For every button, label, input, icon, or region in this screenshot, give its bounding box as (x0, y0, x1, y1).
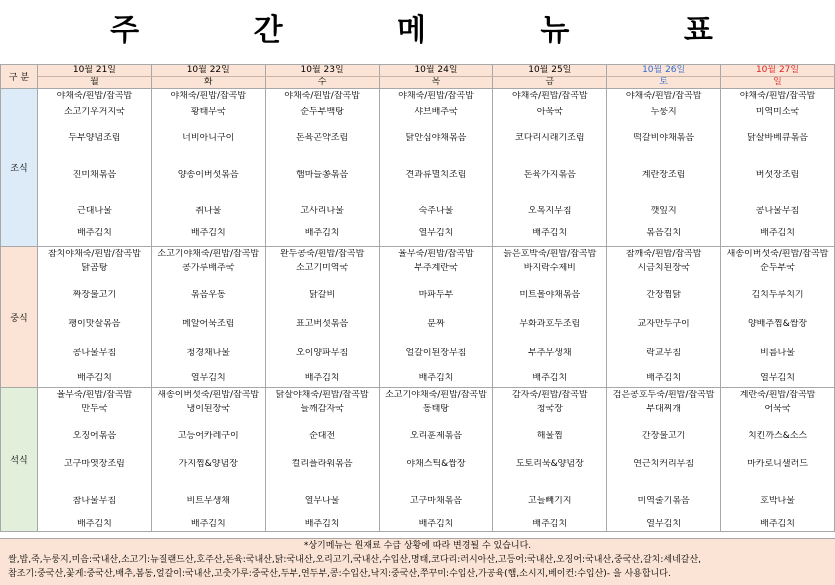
menu-cell (151, 247, 265, 388)
menu-item: 배추김치 (532, 373, 568, 383)
menu-item: 미역미소국 (755, 107, 800, 117)
menu-item: 오이양파무침 (296, 348, 349, 358)
menu-item: 무화과호두조림 (519, 319, 581, 329)
menu-cell (493, 89, 607, 247)
menu-item: 배추김치 (190, 228, 226, 238)
menu-item: 가지찜&양념장 (178, 459, 238, 469)
menu-item: 참나물무침 (72, 496, 117, 506)
menu-item: 순두부백탕 (300, 107, 344, 117)
menu-item: 소고기미역국 (296, 263, 349, 273)
menu-cell (38, 247, 152, 388)
menu-item: 두부양념조림 (68, 133, 121, 143)
menu-cell (607, 388, 721, 532)
menu-item: 볶음우동 (190, 290, 226, 300)
menu-item: 볶음김치 (646, 228, 682, 238)
menu-item: 교자만두구이 (637, 319, 690, 329)
date-header: 10월 24일 (379, 65, 493, 77)
menu-item: 냉이된장국 (186, 404, 230, 414)
menu-item: 야채죽/흰밥/잡곡밥 (739, 91, 816, 101)
menu-cell (265, 89, 379, 247)
menu-item: 닭곰탕 (81, 263, 108, 273)
menu-item: 완두콩죽/흰밥/잡곡밥 (279, 249, 365, 259)
menu-item: 계란죽/흰밥/잡곡밥 (739, 390, 816, 400)
menu-item: 배추김치 (190, 519, 226, 529)
menu-item: 열무김치 (760, 373, 795, 383)
weekly-menu-table (0, 64, 835, 532)
menu-item: 마파두부 (418, 290, 454, 300)
date-header: 10월 26일 (607, 65, 721, 77)
menu-cell (265, 388, 379, 532)
menu-item: 도토리묵&양념장 (515, 459, 584, 469)
menu-item: 부추계란국 (414, 263, 458, 273)
menu-item: 황태무국 (190, 107, 226, 117)
date-header: 10월 23일 (265, 65, 379, 77)
menu-item: 고구마채볶음 (409, 496, 463, 506)
menu-item: 참치야채죽/흰밥/잡곡밥 (47, 249, 141, 259)
menu-item: 락교무침 (646, 348, 682, 358)
menu-item: 감자죽/흰밥/잡곡밥 (511, 390, 588, 400)
menu-item: 진미채볶음 (72, 170, 117, 180)
menu-item: 버섯장조림 (755, 170, 800, 180)
menu-item: 배추김치 (532, 519, 568, 529)
menu-item: 야채죽/흰밥/잡곡밥 (398, 91, 474, 101)
menu-item: 배추김치 (77, 519, 112, 529)
menu-item: 배추김치 (760, 519, 795, 529)
menu-cell (379, 247, 493, 388)
menu-item: 고구마엿장조림 (63, 459, 125, 469)
menu-item: 율무죽/흰밥/잡곡밥 (56, 390, 133, 400)
menu-item: 어묵국 (764, 404, 791, 414)
menu-item: 배추김치 (418, 373, 454, 383)
meal-label-breakfast: 조식 (1, 89, 38, 247)
menu-item: 참깨죽/흰밥/잡곡밥 (625, 249, 702, 259)
menu-cell (721, 388, 835, 532)
menu-item: 비트무생채 (186, 496, 230, 506)
menu-item: 치킨까스&소스 (747, 431, 808, 441)
menu-item: 떡갈비야채볶음 (633, 133, 695, 143)
menu-item: 얼갈이된장무침 (405, 348, 467, 358)
menu-item: 미트볼야채볶음 (519, 290, 581, 300)
menu-item: 돈육가지볶음 (523, 170, 576, 180)
menu-item: 콩나물무침 (755, 206, 800, 216)
menu-item: 율무죽/흰밥/잡곡밥 (398, 249, 474, 259)
menu-item: 오리훈제볶음 (409, 431, 463, 441)
menu-item: 양송이버섯볶음 (177, 170, 239, 180)
menu-item: 배추김치 (304, 373, 340, 383)
menu-cell (721, 89, 835, 247)
menu-cell (379, 388, 493, 532)
menu-cell (493, 247, 607, 388)
menu-item: 분짜 (427, 319, 445, 329)
menu-item: 견과류멸치조림 (405, 170, 467, 180)
day-header: 목 (379, 77, 493, 89)
menu-item: 배추김치 (532, 228, 568, 238)
menu-item: 배추김치 (760, 228, 795, 238)
menu-item: 배추김치 (418, 519, 454, 529)
menu-cell (151, 388, 265, 532)
day-header: 수 (265, 77, 379, 89)
menu-cell (493, 388, 607, 532)
menu-item: 깻잎지 (650, 206, 677, 216)
meal-label-dinner: 석식 (1, 388, 38, 532)
menu-item: 고들빼기지 (528, 496, 572, 506)
menu-item: 계란장조림 (641, 170, 686, 180)
day-header: 월 (38, 77, 152, 89)
menu-item: 소고기우거지국 (63, 107, 125, 117)
menu-item: 아욱국 (536, 107, 563, 117)
menu-item: 취나물 (195, 206, 222, 216)
menu-item: 호박나물 (760, 496, 795, 506)
menu-item: 부추무생채 (528, 348, 572, 358)
menu-item: 간장불고기 (641, 431, 686, 441)
menu-item: 야채죽/흰밥/잡곡밥 (170, 91, 247, 101)
menu-cell (607, 247, 721, 388)
menu-item: 시금치된장국 (637, 263, 690, 273)
menu-item: 마카로니샐러드 (747, 459, 808, 469)
menu-item: 야채죽/흰밥/잡곡밥 (284, 91, 360, 101)
menu-item: 열무나물 (304, 496, 340, 506)
menu-item: 김치두루치기 (751, 290, 804, 300)
day-header: 일 (721, 77, 835, 89)
menu-item: 컬리플라워볶음 (291, 459, 353, 469)
menu-item: 짜장불고기 (72, 290, 117, 300)
menu-item: 순대전 (309, 431, 336, 441)
menu-item: 열무김치 (646, 519, 682, 529)
menu-item: 햄마늘쫑볶음 (296, 170, 349, 180)
menu-item: 청경채나물 (186, 348, 230, 358)
menu-item: 닭살야채죽/흰밥/잡곡밥 (275, 390, 369, 400)
menu-item: 배추김치 (77, 373, 112, 383)
menu-item: 해물찜 (536, 431, 563, 441)
note-disclaimer: *상기메뉴는 원재료 수급 상황에 따라 변경될 수 있습니다. (303, 541, 532, 551)
menu-item: 오징어볶음 (72, 431, 117, 441)
menu-item: 비름나물 (760, 348, 795, 358)
menu-cell (38, 388, 152, 532)
menu-item: 고사리나물 (300, 206, 344, 216)
menu-item: 연근치커리무침 (633, 459, 695, 469)
menu-item: 코다리시래기조림 (515, 133, 585, 143)
menu-item: 배추김치 (646, 373, 682, 383)
menu-item: 열무김치 (418, 228, 454, 238)
menu-item: 고등어카레구이 (177, 431, 239, 441)
menu-item: 팽이맛살볶음 (68, 319, 121, 329)
page-title: 주 간 메 뉴 표 (110, 13, 765, 48)
menu-item: 열무김치 (190, 373, 226, 383)
date-header: 10월 21일 (38, 65, 152, 77)
menu-item: 바지락수제비 (523, 263, 576, 273)
menu-item: 메알어묵조림 (182, 319, 235, 329)
menu-item: 야채스틱&쌈장 (406, 459, 466, 469)
day-header: 금 (493, 77, 607, 89)
meal-label-lunch: 중식 (1, 247, 38, 388)
menu-item: 콩가루배추국 (182, 263, 235, 273)
date-header: 10월 25일 (493, 65, 607, 77)
menu-cell (721, 247, 835, 388)
menu-item: 샤브배추국 (414, 107, 458, 117)
menu-item: 청국장 (536, 404, 563, 414)
menu-item: 양배추찜&쌈장 (747, 319, 808, 329)
menu-cell (265, 247, 379, 388)
menu-item: 닭갈비 (309, 290, 336, 300)
menu-cell (379, 89, 493, 247)
menu-item: 오복지무침 (528, 206, 572, 216)
day-header: 화 (151, 77, 265, 89)
day-header: 토 (607, 77, 721, 89)
note-origin-line2: 참조기:중국산,꽃게:중국산,배추,봄동,얼갈이:국내산,고춧가루:중국산,두부,연두부,콩:수입산,낙지:중국산,쭈꾸미:수입산,가공육(햄,소시지,베이컨:수입산)- 을 사용합니다. (8, 569, 671, 579)
menu-item: 돈육곤약조림 (296, 133, 349, 143)
menu-cell (38, 89, 152, 247)
menu-item: 새송이버섯죽/흰밥/잡곡밥 (726, 249, 829, 259)
menu-item: 새송이버섯죽/흰밥/잡곡밥 (157, 390, 260, 400)
note-origin-line1: 쌀,밥,죽,누룽지,미음:국내산,소고기:뉴질랜드산,호주산,돈육:국내산,닭:국내산,오리고기,국내산,수입산,명태,코다리:러시아산,고등어:국내산,오징어:국내산,중국산,갈치:세네갈산, (8, 555, 702, 565)
menu-item: 소고기야채죽/흰밥/잡곡밥 (385, 390, 487, 400)
menu-item: 만두국 (81, 404, 108, 414)
menu-item: 배추김치 (77, 228, 112, 238)
menu-item: 늙은호박죽/흰밥/잡곡밥 (503, 249, 597, 259)
gubun-header: 구 분 (1, 65, 38, 89)
date-header: 10월 22일 (151, 65, 265, 77)
menu-item: 배추김치 (304, 228, 340, 238)
date-header: 10월 27일 (721, 65, 835, 77)
menu-item: 미역줄기볶음 (637, 496, 690, 506)
menu-item: 동태탕 (422, 404, 449, 414)
menu-item: 닭살바베큐볶음 (747, 133, 808, 143)
menu-cell (151, 89, 265, 247)
menu-item: 숙주나물 (418, 206, 454, 216)
menu-item: 간장찜닭 (646, 290, 682, 300)
menu-item: 표고버섯볶음 (296, 319, 349, 329)
menu-item: 배추김치 (304, 519, 340, 529)
menu-item: 검은콩호두죽/흰밥/잡곡밥 (612, 390, 715, 400)
menu-cell (607, 89, 721, 247)
menu-item: 야채죽/흰밥/잡곡밥 (511, 91, 588, 101)
menu-item: 들깨감자국 (300, 404, 344, 414)
menu-item: 순두부국 (760, 263, 795, 273)
menu-item: 근대나물 (77, 206, 112, 216)
menu-item: 너비아니구이 (182, 133, 235, 143)
menu-item: 콩나물무침 (72, 348, 117, 358)
menu-item: 야채죽/흰밥/잡곡밥 (625, 91, 702, 101)
menu-item: 소고기야채죽/흰밥/잡곡밥 (157, 249, 260, 259)
menu-item: 누룽지 (650, 107, 677, 117)
menu-item: 부대찌개 (646, 404, 682, 414)
menu-item: 닭안심야채볶음 (405, 133, 467, 143)
menu-item: 야채죽/흰밥/잡곡밥 (56, 91, 133, 101)
notes-section (0, 538, 835, 585)
